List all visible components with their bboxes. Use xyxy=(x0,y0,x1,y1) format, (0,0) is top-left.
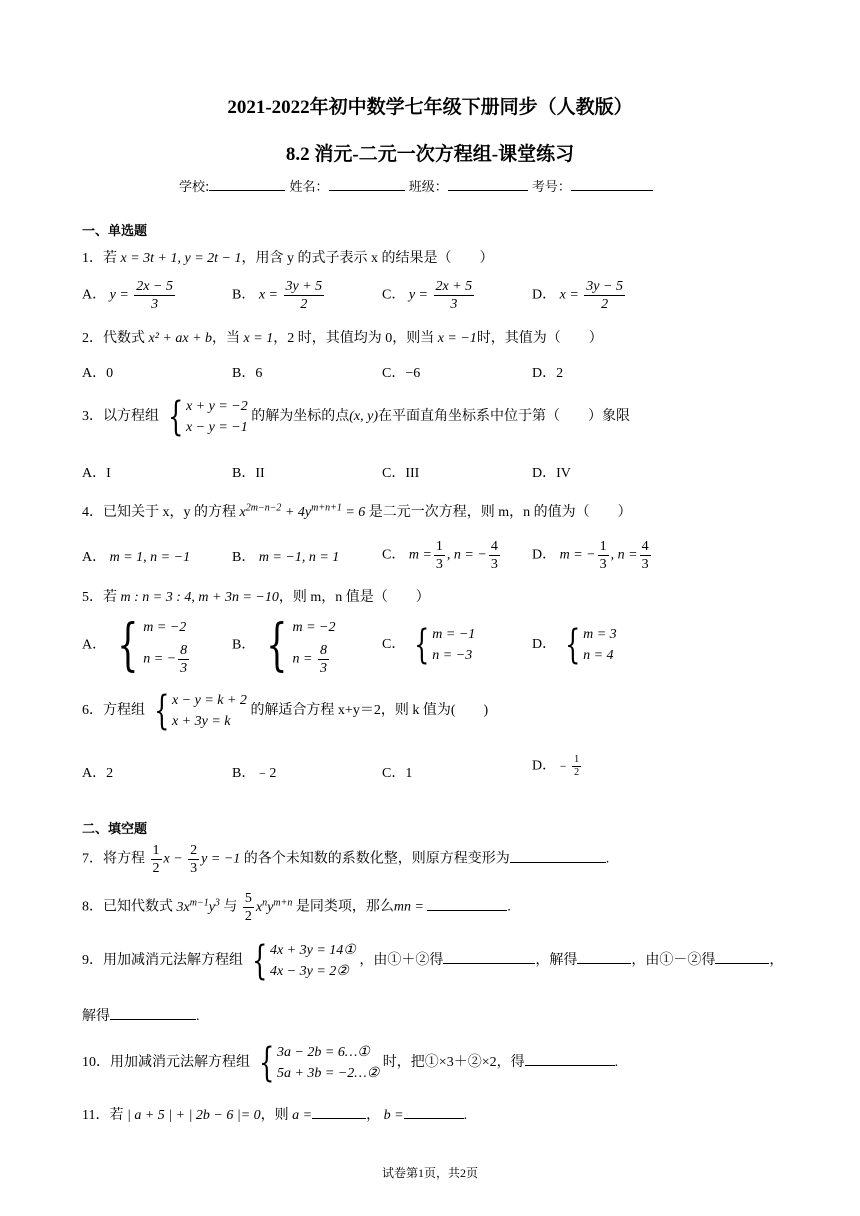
question-6: 6．方程组 { x − y = k + 2 x + 3y = k 的解适合方程 x+y＝2，则 k 值为( ) xyxy=(82,688,489,734)
q6-option-c: C．1 xyxy=(382,766,413,781)
class-field-label: 班级： xyxy=(408,180,448,195)
q6-option-a: A．2 xyxy=(82,766,114,781)
answer-blank[interactable] xyxy=(404,1117,464,1119)
q5-option-c: C． { m = −1 n = −3 xyxy=(382,622,476,668)
answer-blank[interactable] xyxy=(427,909,507,911)
q1-option-b: B． x = $\frac{3y + 5}{2}$ xyxy=(232,279,323,312)
q2-option-a: A．0 xyxy=(82,366,114,381)
answer-blank[interactable] xyxy=(577,962,631,964)
answer-blank[interactable] xyxy=(312,1117,366,1119)
exam-number-field-label: 考号： xyxy=(531,180,571,195)
q5-option-b: B． { m = −2 n = $\frac{8}{3}$ xyxy=(232,612,336,678)
q3-option-d: D．IV xyxy=(532,466,571,481)
answer-blank[interactable] xyxy=(510,861,606,863)
q1-option-d: D． x = $\frac{3y - 5}{2}$ xyxy=(532,279,623,312)
q2-option-c: C．−6 xyxy=(382,366,421,381)
q1-option-c: C． y = $\frac{2x + 5}{3}$ xyxy=(382,279,473,312)
section-heading-fill-blank: 二、填空题 xyxy=(82,822,148,837)
question-2: 2．代数式 x² + ax + b，当 x = 1，2 时，其值均为 0，则当 x = −1时，其值为（ ） xyxy=(82,331,603,346)
question-5: 5．若 m : n = 3 : 4, m + 3n = −10，则 m，n 值是（ ） xyxy=(82,590,430,605)
q6-option-b: B．﹣2 xyxy=(232,766,277,781)
q6-option-d: D．﹣ $\frac{1}{2}$ xyxy=(532,754,580,778)
question-7: 7．将方程 $\frac{1}{2}$ x − $\frac{2}{3}$ y = −1 的各个未知数的系数化整，则原方程变形为 . xyxy=(82,843,610,876)
q3-option-c: C．III xyxy=(382,466,420,481)
question-9-line-2: 解得 . xyxy=(82,1009,200,1024)
answer-blank[interactable] xyxy=(443,962,535,964)
section-heading-single-choice: 一、单选题 xyxy=(82,224,148,239)
question-3: 3．以方程组 { x + y = −2 x − y = −1 的解为坐标的点(x, y)在平面直角坐标系中位于第（ ）象限 xyxy=(82,394,630,440)
q4-option-a: A． m = 1, n = −1 xyxy=(82,550,191,565)
q3-option-b: B．II xyxy=(232,466,265,481)
question-8: 8．已知代数式 $3x^{m-1}y^3$ 与 $\frac{5}{2}$ $x^ny^{m+n}$ 是同类项，那么mn = . xyxy=(82,891,511,924)
answer-blank[interactable] xyxy=(715,962,769,964)
q4-option-b: B． m = −1, n = 1 xyxy=(232,550,340,565)
q4-option-d: D． m = − $\frac{1}{3}$ , n = $\frac{4}{3}$ xyxy=(532,539,649,572)
page-title: 2021-2022年初中数学七年级下册同步（人教版） xyxy=(227,97,633,118)
info-fields xyxy=(179,176,653,195)
question-4: 4．已知关于 x，y 的方程 $x^{2m-n-2} + 4y^{m+n+1} = 6$ 是二元一次方程，则 m，n 的值为（ ） xyxy=(82,502,632,520)
name-field-label: 姓名： xyxy=(289,180,329,195)
question-11: 11．若 | a + 5 | + | 2b − 6 |= 0，则 a = ， b = . xyxy=(82,1108,468,1123)
q4-option-c: C． m = $\frac{1}{3}$ , n = − $\frac{4}{3}$ xyxy=(382,539,498,572)
q5-option-d: D． { m = 3 n = 4 xyxy=(532,622,617,668)
answer-blank[interactable] xyxy=(110,1018,196,1020)
answer-blank[interactable] xyxy=(525,1064,615,1066)
page-subtitle: 8.2 消元-二元一次方程组-课堂练习 xyxy=(285,144,575,165)
school-field-label: 学校: xyxy=(179,180,210,195)
question-10: 10．用加减消元法解方程组 { 3a − 2b = 6…① 5a + 3b = −2…② 时，把①×3＋②×2，得 . xyxy=(82,1040,619,1086)
question-9: 9．用加减消元法解方程组 { 4x + 3y = 14① 4x − 3y = 2② ，由①＋②得 ，解得 ，由①－②得 ， xyxy=(82,938,784,984)
page-footer: 试卷第1页，共2页 xyxy=(381,1166,478,1180)
equation-system: { x + y = −2 x − y = −1 xyxy=(167,394,248,440)
q2-option-d: D．2 xyxy=(532,366,564,381)
q1-option-a: A． y = $\frac{2x - 5}{3}$ xyxy=(82,279,173,312)
q2-option-b: B．6 xyxy=(232,366,263,381)
question-1: 1．若 x = 3t + 1, y = 2t − 1，用含 y 的式子表示 x 的结果是（ ） xyxy=(82,251,494,266)
q3-option-a: A．I xyxy=(82,466,111,481)
q5-option-a: A． { m = −2 n = − $\frac{8}{3}$ xyxy=(82,612,188,678)
